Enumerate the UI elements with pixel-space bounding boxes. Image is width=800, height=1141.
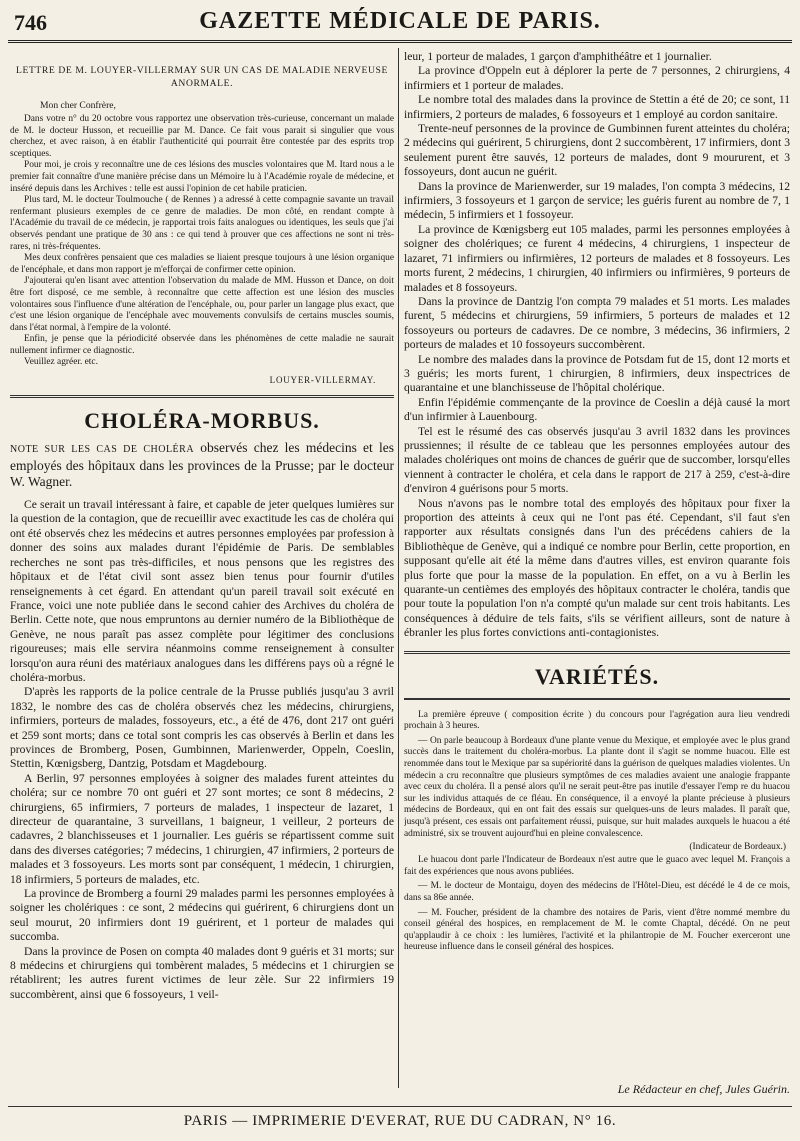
letter-paragraph: Veuillez agréer. etc. — [24, 357, 98, 368]
letter-signature: LOUYER-VILLERMAY. — [269, 375, 376, 386]
journal-title: GAZETTE MÉDICALE DE PARIS. — [199, 8, 601, 34]
cholera-paragraph: La province de Kœnigsberg eut 105 malades, parmi les personnes employées à soigner des cholériques; ce furent 4 médecins, 4 chirurgiens, 1 inspecteur de lazaret, 71 infirmiers ou infirmières, 12 porteurs de malades et 8 fossoyeurs. Les morts furent, 2 médecins, 1 chirurgien, 40 infirmiers ou infirmières, 9 porteurs de malades et 8 fossoyeurs. — [404, 222, 790, 294]
letter-title: LETTRE DE M. LOUYER-VILLERMAY SUR UN CAS DE MALADIE NERVEUSE ANORMALE. — [16, 65, 388, 89]
cholera-subheading — [10, 440, 394, 490]
cholera-paragraph: Dans la province de Posen on compta 40 malades dont 9 guéris et 31 morts; sur 8 médecins et chirurgiens qui tombèrent malades, 5 médecins et 1 chirurgien se rétablirent; les autres furent victimes de leur zèle. Sur 22 infirmiers 19 succombèrent, ainsi que 6 fossoyeurs, 1 veil- — [10, 944, 394, 1001]
cholera-paragraph: D'après les rapports de la police centrale de la Prusse publiés jusqu'au 3 avril 1832, le nombre des cas de choléra observés chez les médecins, chirurgiens, infirmiers, porteurs de malades, fossoyeurs, etc., a été de 476, dont 217 ont guéri et 259 sont morts; dans ce total sont compris les cas observés à Berlin et dans les provinces de Bromberg, Posen, Gumbinnen, Marienwerder, Oppeln, Coeslin, Stettin, Kœnigsberg, Dantzig, Potsdam et Magdebourg. — [10, 685, 394, 771]
varietes-source: (Indicateur de Bordeaux.) — [689, 842, 786, 853]
letter-paragraph: Mes deux confrères pensaient que ces maladies se liaient presque toujours à une lésion organique de l'encéphale, et dans mon rapport je m'efforçai de confirmer cette opinion. — [10, 253, 394, 275]
letter-paragraph: J'ajouterai qu'en lisant avec attention l'observation du malade de MM. Husson et Dance, on doit être fort disposé, ce me semble, à reconnaître que cette affection est une lésion des muscles volontaires sous l'influence d'une altération de l'encéphale, ou, pour parler un langage plus exact, que c'est une lésion organique de l'encéphale avec mouvements convulsifs de certains muscles soumis, dans l'état normal, à l'empire de la volonté. — [10, 276, 394, 333]
cholera-paragraph: Ce serait un travail intéressant à faire, et capable de jeter quelques lumières sur la question de la contagion, que de recueillir avec exactitude les cas de choléra qui ont été observés chez les médecins et autres personnes employées par profession à donner des soins aux malades durant l'épidémie de Paris. De semblables recherches ne sont pas très-difficiles, et nous pensons que les registres des hôpitaux et de l'état civil sont assez bien tenus pour fournir d'utiles renseignements à cet égard. En attendant qu'un pareil travail soit exécuté en France, voici une note publiée dans le second cahier des Archives du choléra de Berlin. Cette note, que nous empruntons au dernier numéro de la Bibliothèque de Genève, ne nous paraît pas assez complète pour légitimer des conclusions rigoureuses; mais elle servira néanmoins comme renseignement à consulter lorsqu'on aura réuni des matériaux analogues dans les différens pays où a régné le choléra-morbus. — [10, 498, 394, 684]
letter-paragraph: Pour moi, je crois y reconnaître une de ces lésions des muscles volontaires que M. Itard nous a le premier fait connaître d'une manière précise dans un Mémoire lu à l'Académie royale de médecine, et inséré depuis dans les Archives : telle est aussi l'opinion de cet habile praticien. — [10, 160, 394, 194]
section-separator — [404, 651, 790, 654]
cholera-paragraph: A Berlin, 97 personnes employées à soigner des malades furent atteintes du choléra; sur ce nombre 70 ont guéri et 27 sont mortes; ce sont 8 médecins, 2 chirurgiens, 65 infirmiers, 7 porteurs de malades, 1 inspecteur de lazaret, 1 directeur de quarantaine, 3 surveillans, 1 baigneur, 1 veilleur, 2 porteurs de cadavres, 2 blanchisseuses et 1 journalier. Les guéris se répartissent comme suit dans des diverses catégories; 7 médecins, 1 chirurgien, 47 infirmiers, 2 porteurs de malades et 3 fossoyeurs. Les morts sont par conséquent, 1 médecin, 1 chirurgien, 18 infirmiers, 5 porteurs de malades, etc. — [10, 771, 394, 886]
varietes-title: VARIÉTÉS. — [534, 663, 660, 689]
cholera-paragraph: Le nombre total des malades dans la province de Stettin a été de 20; ce sont, 11 infirmiers, 2 porteurs de malades, 6 fossoyeurs et 1 employé au cordon sanitaire. — [404, 93, 790, 121]
cholera-paragraph: Enfin l'épidémie commençante de la province de Coeslin a déjà causé la mort d'un infirmier à Lauenbourg. — [404, 395, 790, 424]
cholera-paragraph: Le nombre des malades dans la province de Potsdam fut de 15, dont 12 morts et 3 guéris; les morts furent, 1 chirurgien, 8 infirmiers, deux inspectrices de quarantaine et une blanchisseuse de l'hôpital cholérique. — [404, 352, 790, 395]
editor-signature: Le Rédacteur en chef, Jules Guérin. — [617, 1082, 790, 1096]
section-separator — [10, 395, 394, 398]
letter-paragraph: Plus tard, M. le docteur Toulmouche ( de Rennes ) a adressé à cette compagnie savante un travail renfermant plusieurs exemples de ce genre de maladies. De mon côté, en rendant compte à l'Académie du travail de ce médecin, je rapportai trois faits analogues ou identiques, les seuls que j'ai observés pendant une pratique de 30 ans : ce qui tend à prouver que ces affections ne sont ni très-rares, ni très-fréquentes. — [10, 195, 394, 252]
cholera-paragraph: Nous n'avons pas le nombre total des employés des hôpitaux pour fixer la proportion des atteints à ceux qui ne l'ont pas été. Cependant, s'il faut s'en rapporter aux résultats consignés dans l'un des précédens cahiers de la Bibliothèque de Genève, qui a indiqué ce nombre pour Berlin, cette proportion, en supposant qu'elle ait été la même dans d'autres villes, est environ quarante fois plus forte que pour la masse de la population. En effet, on a vu à Berlin les quarante-un centièmes des employés des hôpitaux contracter le choléra, tandis que pour toute la population l'on n'a compté qu'un malade sur cent trois habitants. Les conséquences à déduire de tels faits, s'ils se vérifient ailleurs, sont de nature à ébranler les plus fortes convictions anti-contagionistes. — [404, 496, 790, 640]
header-rule — [8, 40, 792, 43]
cholera-paragraph: Dans la province de Dantzig l'on compta 79 malades et 51 morts. Les malades furent, 5 médecins et chirurgiens, 59 infirmiers, 5 porteurs de malades et 12 fossoyeurs ou porteurs de cadavres. De ce nombre, 3 médecins, 36 infirmiers, 2 porteurs de malades et 10 fossoyeurs succombèrent. — [404, 294, 790, 352]
subheading-caps: NOTE SUR LES CAS DE CHOLÉRA — [10, 444, 195, 456]
letter-paragraph: Dans votre n° du 20 octobre vous rapportez une observation très-curieuse, concernant un malade de M. le docteur Husson, et recueillie par M. Dance. Ce fait vous parait si singulier que vous cherchez, et avec raison, à en établir l'authenticité qui pourrait être contestée par des esprits trop sceptiques. — [10, 114, 394, 159]
column-divider — [398, 48, 399, 1088]
cholera-paragraph: Trente-neuf personnes de la province de Gumbinnen furent atteintes du choléra; 2 médecins qui guérirent, 5 chirurgiens, dont 2 succombèrent, 17 infirmiers, dont 3 seulement purent être sauvés, 12 porteurs de malades, dont 9 moururent, et 3 fossoyeurs, dont aucun ne guérit. — [404, 122, 790, 179]
cholera-paragraph: Tel est le résumé des cas observés jusqu'au 3 avril 1832 dans les provinces prussiennes; il résulte de ce tableau que les personnes employées autour des malades cholériques ont moins de chances de guérir que de succomber, lorsqu'elles viennent à contracter le choléra, et cela dans le rapport de 217 à 259, c'est-à-dire d'environ 4 guérisons pour 5 morts. — [404, 424, 790, 496]
footer-rule — [8, 1106, 792, 1107]
page-header — [8, 8, 792, 36]
varietes-rule — [404, 698, 790, 700]
printer-footer: PARIS — IMPRIMERIE D'EVERAT, RUE DU CADRAN, N° 16. — [183, 1113, 617, 1129]
varietes-item: — M. Foucher, président de la chambre des notaires de Paris, vient d'être nommé membre du conseil général des hospices, en remplacement de M. le comte Chaptal, décédé. On ne peut qu'applaudir à ce choix : les lumières, l'activité et la philantropie de M. Foucher exerceront une heureuse influence dans le conseil général des hospices. — [404, 907, 790, 953]
cholera-paragraph: leur, 1 porteur de malades, 1 garçon d'amphithéâtre et 1 journalier. — [404, 50, 712, 63]
subheading-text: observés chez les médecins et les employés des hôpitaux dans les provinces de la Prusse; par le docteur W. Wagner. — [10, 440, 394, 490]
varietes-item: — On parle beaucoup à Bordeaux d'une plante venue du Mexique, et employée avec le plus grand succès dans le traitement du choléra-morbus. La plante dont il s'agit se nomme huacou. Elle est renommée dans tout le Mexique par sa supériorité dans la guérison de quelques maladies violentes. Un médecin a cru reconnaître que plusieurs symptômes de ces maladies avaient une analogie frappante avec ceux du choléra. Il a pensé alors qu'il ne serait peut-être pas inutile d'essayer l'emp re du huacou sur les individus attaqués de ce fléau. En conséquence, il a envoyé la plante précieuse à plusieurs médecins de Bordeaux, qui en ont fait des essais sur quelques-uns de leurs malades. Il paraît que, jusqu'à présent, ces essais ont parfaitement réussi, puisque, sur huit malades auxquels le huacou a été administré, six se trouvent aujourd'hui en pleine convalescence. — [404, 735, 790, 839]
letter-paragraph: Enfin, je pense que la périodicité observée dans les phénomènes de cette maladie ne saurait nullement infirmer ce diagnostic. — [10, 334, 394, 356]
left-column — [10, 50, 394, 1085]
varietes-item: — M. le docteur de Montaigu, doyen des médecins de l'Hôtel-Dieu, est décédé le 4 de ce mois, dans sa 86e année. — [404, 881, 790, 903]
cholera-paragraph: La province de Bromberg a fourni 29 malades parmi les personnes employées à soigner les cholériques : ce sont, 2 médecins qui guérirent, 6 chirurgiens dont un seul mourut, 20 infirmiers dont 19 guérirent, et 1 porteur de malades qui succomba. — [10, 887, 394, 944]
varietes-item: Le huacou dont parle l'Indicateur de Bordeaux n'est autre que le guaco avec lequel M. François a fait des expériences que nous avons publiées. — [404, 855, 790, 877]
cholera-paragraph: Dans la province de Marienwerder, sur 19 malades, l'on compta 3 médecins, 12 infirmiers, 3 fossoyeurs et 1 garçon de service; les guéris furent au nombre de 7, 1 médecin, 5 infirmiers et 1 fossoyeur. — [404, 179, 790, 222]
varietes-item: La première épreuve ( composition écrite ) du concours pour l'agrégation aura lieu vendredi prochain à 3 heures. — [404, 709, 790, 732]
right-column — [404, 50, 790, 1085]
cholera-title: CHOLÉRA-MORBUS. — [84, 408, 320, 434]
page-number: 746 — [14, 10, 47, 35]
letter-salutation: Mon cher Confrère, — [40, 100, 116, 111]
cholera-paragraph: La province d'Oppeln eut à déplorer la perte de 7 personnes, 2 chirurgiens, 4 infirmiers et 1 porteur de malades. — [404, 64, 790, 92]
